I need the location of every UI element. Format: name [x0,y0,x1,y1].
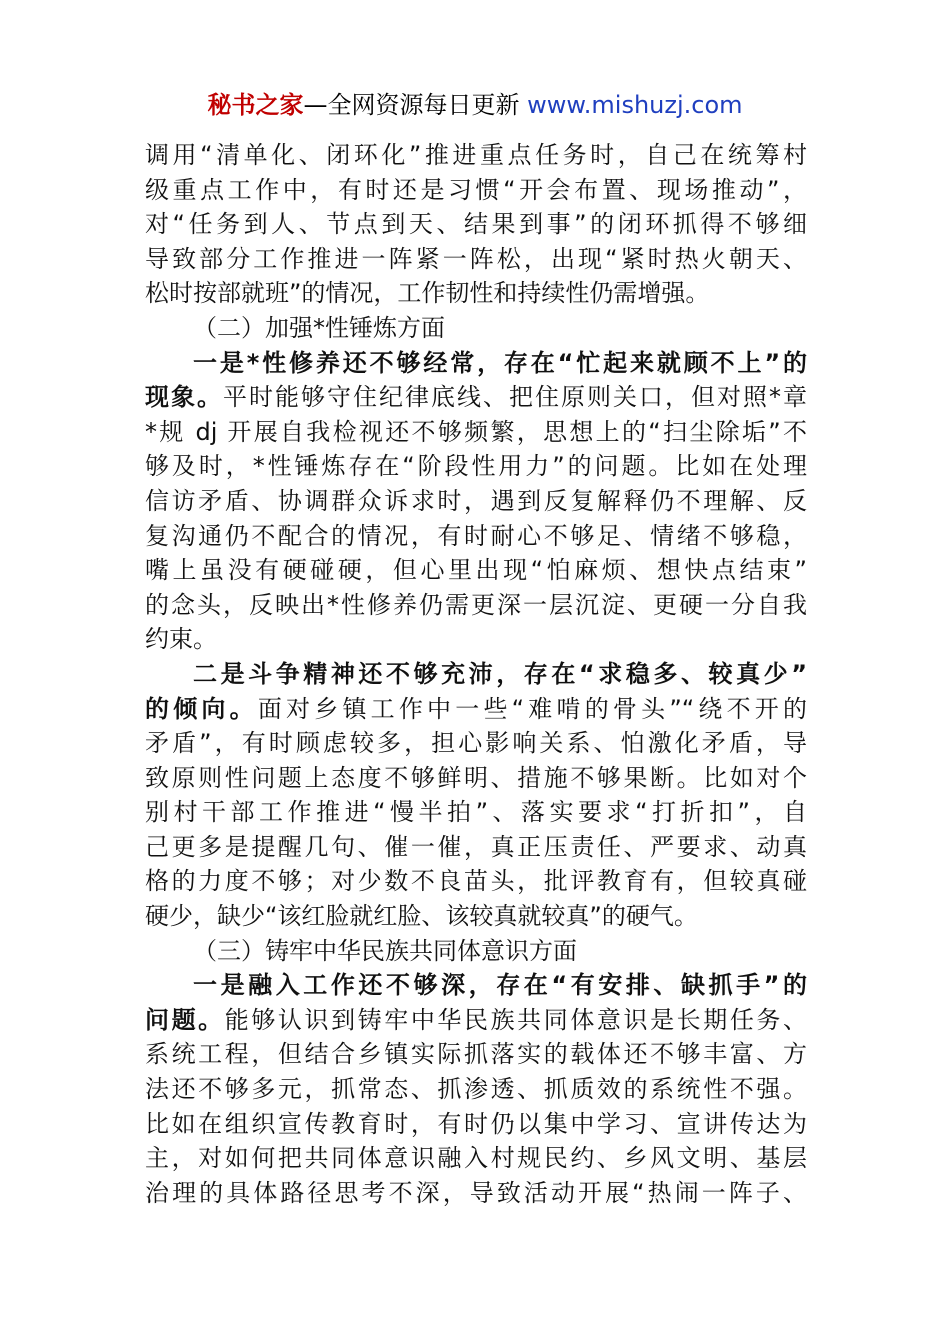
text-run: 信访矛盾、协调群众诉求时，遇到反复解释仍不理解、反 [145,486,807,515]
text-line [145,1072,807,1107]
text-run: 调用“清单化、闭环化”推进重点任务时，自己在统筹村 [145,141,807,169]
text-run: 系统工程，但结合乡镇实际抓落实的载体还不够丰富、方 [145,1040,807,1069]
bold-text-run: 一是融入工作还不够深，存在“有安排、缺抓手”的 [193,971,807,1000]
header-brand: 秘书之家 [207,91,304,119]
text-line [145,795,807,830]
text-run: 面对乡镇工作中一些“难啃的骨头”“绕不开的 [257,694,807,723]
header-tagline: —全网资源每日更新 [303,91,528,119]
bold-text-run: 问题。 [145,1005,225,1034]
text-line [145,1003,807,1038]
text-run: 矛盾”，有时顾虑较多，担心影响关系、怕激化矛盾，导 [145,729,807,758]
text-run: 对“任务到人、节点到天、结果到事”的闭环抓得不够细 [145,210,807,239]
text-line [145,449,807,484]
text-line [145,830,807,865]
text-run: 导致部分工作推进一阵紧一阵松，出现“紧时热火朝天、 [145,244,807,273]
text-line [145,657,807,692]
text-run: 复沟通仍不配合的情况，有时耐心不够足、情绪不够稳， [145,521,807,550]
text-line [145,242,807,277]
text-line [145,588,807,623]
text-run: 比如在组织宣传教育时，有时仍以集中学习、宣讲传达为 [145,1109,807,1138]
text-line [145,1141,807,1176]
text-run: 法还不够多元，抓常态、抓渗透、抓质效的系统性不强。 [145,1075,807,1104]
bold-text-run: 现象。 [145,383,223,412]
text-run: 主，对如何把共同体意识融入村规民约、乡风文明、基层 [145,1144,807,1173]
text-line [145,553,807,588]
text-line [145,380,807,415]
text-run: 致原则性问题上态度不够鲜明、措施不够果断。比如对个 [145,763,807,792]
text-line [145,622,807,657]
text-run: 嘴上虽没有硬碰硬，但心里出现“怕麻烦、想快点结束” [145,556,807,585]
text-run: 的念头，反映出*性修养仍需更深一层沉淀、更硬一分自我 [145,590,807,619]
text-run: 级重点工作中，有时还是习惯“开会布置、现场推动”， [145,175,807,204]
document-body [145,138,807,1210]
text-run: 约束。 [145,625,217,654]
text-line [145,1176,807,1211]
text-line [145,519,807,554]
text-run: 格的力度不够；对少数不良苗头，批评教育有，但较真碰 [145,867,807,896]
text-run: 能够认识到铸牢中华民族共同体意识是长期任务、 [224,1005,807,1034]
text-line [145,138,807,173]
text-run: 硬少，缺少“该红脸就红脸、该较真就较真”的硬气。 [145,902,698,931]
text-line [145,934,807,969]
text-line [145,415,807,450]
text-line [145,311,807,346]
text-run: （三）铸牢中华民族共同体意识方面 [193,936,577,965]
text-line [145,968,807,1003]
bold-text-run: 二是斗争精神还不够充沛，存在“求稳多、较真少” [193,659,807,688]
text-run: （二）加强*性锤炼方面 [193,313,445,342]
text-line [145,276,807,311]
text-run: 松时按部就班”的情况，工作韧性和持续性仍需增强。 [145,279,710,308]
text-line [145,726,807,761]
text-run: *规 dj 开展自我检视还不够频繁，思想上的“扫尘除垢”不 [145,417,807,446]
text-line [145,1107,807,1142]
text-run: 别村干部工作推进“慢半拍”、落实要求“打折扣”，自 [145,798,807,827]
bold-text-run: 一是*性修养还不够经常，存在“忙起来就顾不上”的 [193,348,807,377]
page-header [0,88,950,122]
text-line [145,899,807,934]
text-run: 平时能够守住纪律底线、把住原则关口，但对照*章 [223,383,807,412]
text-line [145,761,807,796]
text-line [145,1037,807,1072]
header-url[interactable]: www.mishuzj.com [527,91,743,119]
text-run: 够及时，*性锤炼存在“阶段性用力”的问题。比如在处理 [145,452,807,481]
text-line [145,864,807,899]
text-line [145,346,807,381]
text-run: 己更多是提醒几句、催一催，真正压责任、严要求、动真 [145,832,807,861]
text-line [145,173,807,208]
text-run: 治理的具体路径思考不深，导致活动开展“热闹一阵子、 [145,1178,807,1207]
text-line [145,484,807,519]
text-line [145,207,807,242]
bold-text-run: 的倾向。 [145,694,258,723]
text-line [145,692,807,727]
